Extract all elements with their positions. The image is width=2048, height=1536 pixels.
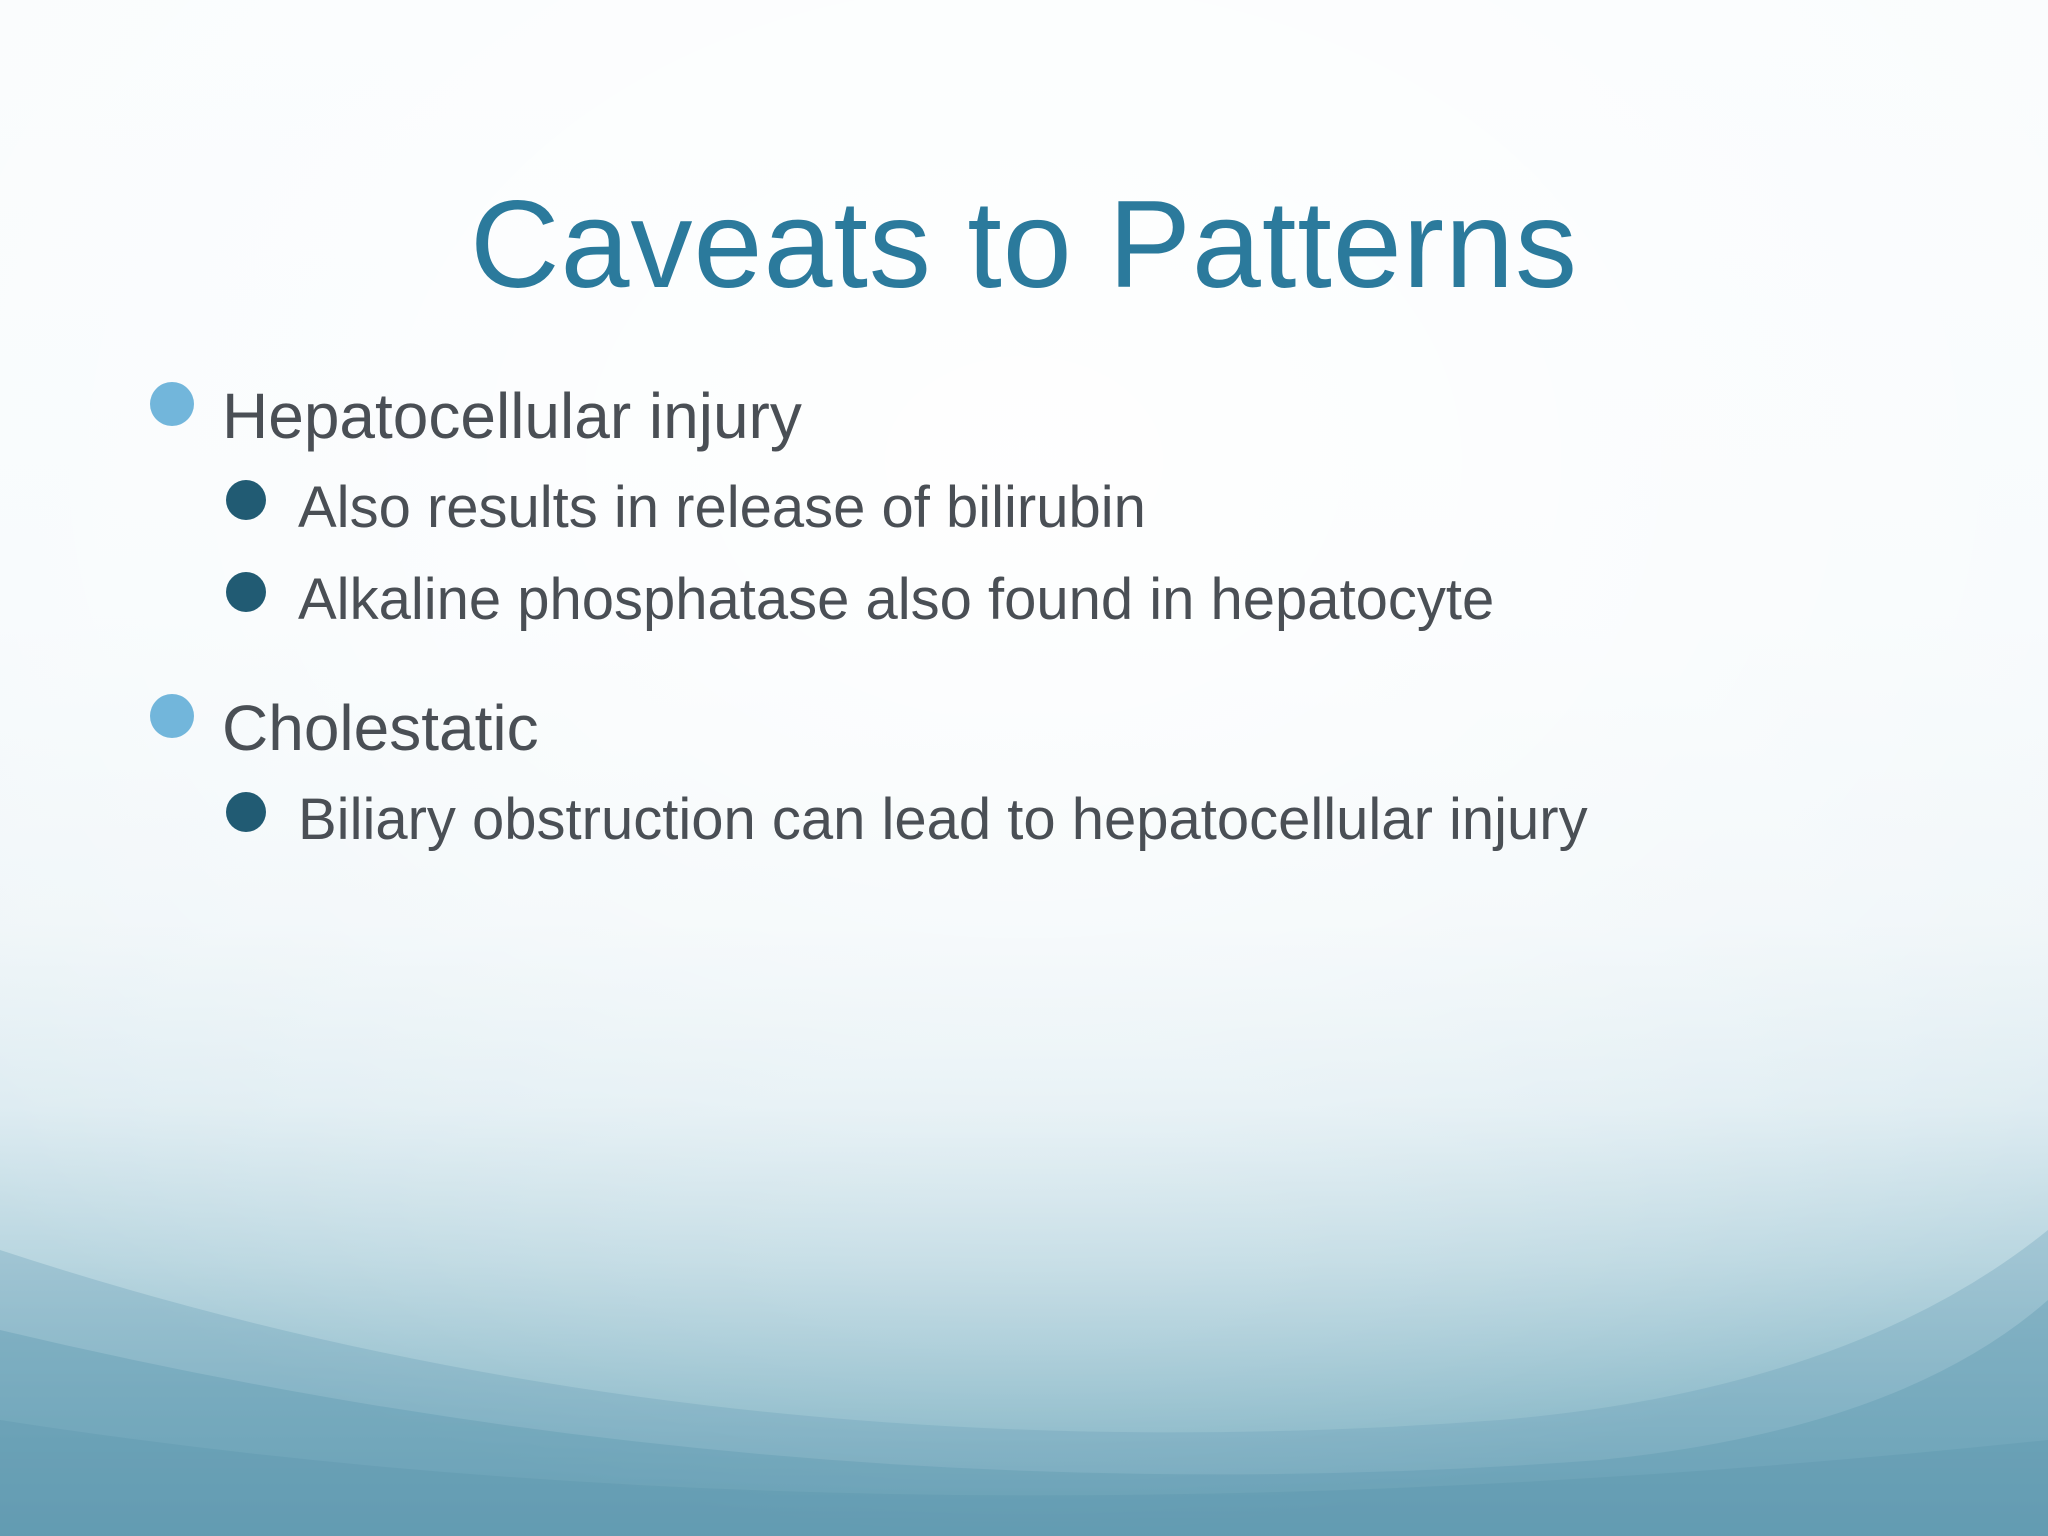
sub-bullet-dot-icon — [226, 480, 266, 520]
sub-bullet-item — [150, 774, 1970, 866]
bullet-text: Cholestatic — [222, 692, 539, 764]
slide-title: Caveats to Patterns — [470, 176, 1578, 314]
bullet-item-level1 — [150, 370, 1970, 462]
bullet-text: Hepatocellular injury — [222, 380, 802, 452]
bullet-item-level1 — [150, 682, 1970, 774]
sub-bullet-dot-icon — [226, 572, 266, 612]
sub-bullet-item — [150, 462, 1970, 554]
sub-bullet-dot-icon — [226, 792, 266, 832]
sub-bullet-text: Biliary obstruction can lead to hepatocellular injury — [298, 787, 1588, 852]
bullet-dot-icon — [150, 694, 194, 738]
sub-bullet-text: Alkaline phosphatase also found in hepatocyte — [298, 567, 1495, 632]
bullet-dot-icon — [150, 382, 194, 426]
sub-bullet-item — [150, 554, 1970, 646]
bullet-group-hepatocellular — [150, 370, 1970, 646]
bullet-group-cholestatic — [150, 682, 1970, 866]
bullet-list — [150, 370, 1970, 902]
sub-bullet-text: Also results in release of bilirubin — [298, 475, 1146, 540]
